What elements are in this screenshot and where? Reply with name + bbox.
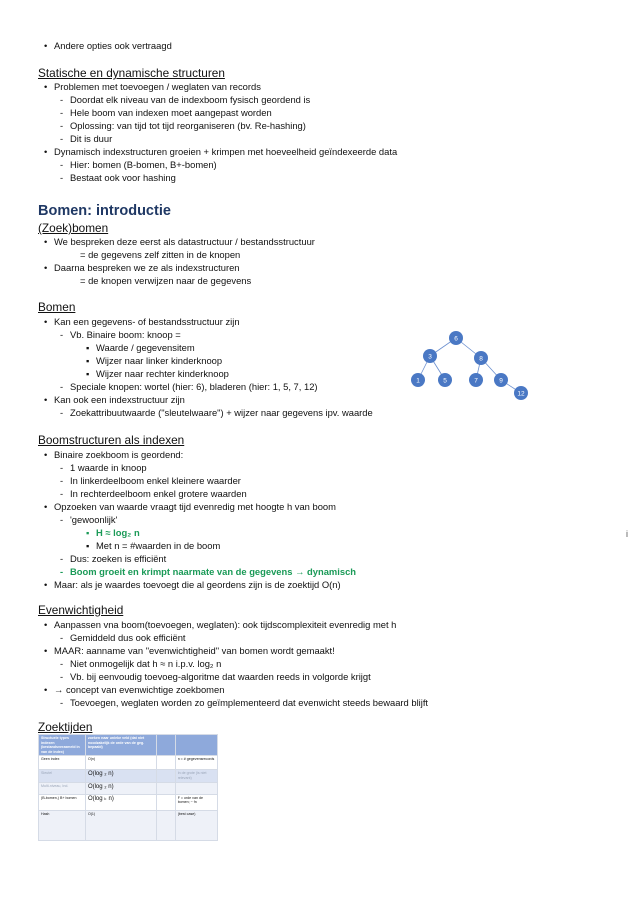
list-item: ▪ Wijzer naar linker kinderknoop [86,355,223,366]
table-header-row [39,735,218,756]
list-item: - Gemiddeld dus ook efficiënt [60,632,186,643]
list-item: • Opzoeken van waarde vraagt tijd evenredig met hoogte h van boom [44,501,336,512]
heading-boomstructuren: Boomstructuren als indexen [38,433,185,447]
heading-zoekbomen: (Zoek)bomen [38,221,109,235]
list-item: ▪ Waarde / gegevensitem [86,342,195,353]
table-cell: n = # gegevensrecords [175,756,217,770]
list-item: - Speciale knopen: wortel (hier: 6), bladeren (hier: 1, 5, 7, 12) [60,381,318,392]
list-item: - 1 waarde in knoop [60,462,147,473]
table-cell [156,782,175,794]
table-cell: (best case) [175,810,217,840]
list-item: • We bespreken deze eerst als datastructuur / bestandsstructuur [44,236,315,247]
list-item: - Hele boom van indexen moet aangepast worden [60,107,272,118]
table-cell: F = orde van de bomen; ~ fn [175,794,217,810]
table-header-cell [156,735,175,756]
table-cell: O(log ₖ n) [85,794,156,810]
tree-node-label: 9 [499,377,503,385]
list-item: • Maar: als je waardes toevoegt die al geordens zijn is de zoektijd O(n) [44,579,341,590]
table-cell [175,782,217,794]
list-item-highlight: ▪ H ≈ log₂ n [86,527,140,538]
margin-mark: i [626,529,628,539]
list-item: - In linkerdeelboom enkel kleinere waarder [60,475,241,486]
table-header-cell: zoeken naar unieke veld (dat niet noodzakelijk de orde van de geg. bepaald) [85,735,156,756]
list-item: ▪ Wijzer naar rechter kinderknoop [86,368,229,379]
table-cell: Sleutel [39,770,86,782]
bullet-andere-opties: • Andere opties ook vertraagd [44,40,172,51]
list-item: - 'gewoonlijk' [60,514,118,525]
list-item: - Oplossing: van tijd tot tijd reorganiseren (bv. Re-hashing) [60,120,306,131]
heading-statische-structuren: Statische en dynamische structuren [38,66,225,80]
table-cell: (B-bomen,) B+ bomen [39,794,86,810]
heading-bomen: Bomen [38,300,76,314]
list-item: - Toevoegen, weglaten worden zo geïmplementeerd dat evenwicht steeds bewaard blijft [60,697,429,708]
list-item: ▪ Met n = #waarden in de boom [86,540,221,551]
table-header-cell [175,735,217,756]
tree-node-label: 7 [474,377,478,385]
heading-zoektijden: Zoektijden [38,720,93,734]
heading-evenwichtigheid: Evenwichtigheid [38,603,124,617]
list-item: • Kan een gegevens- of bestandsstructuur zijn [44,316,240,327]
table-cell [156,770,175,782]
table-cell: O(n) [85,756,156,770]
list-item: - Vb. bij eenvoudig toevoeg-algoritme dat waarden reeds in volgorde krijgt [60,671,371,682]
zoektijden-table [38,734,218,841]
list-item: • Problemen met toevoegen / weglaten van records [44,81,261,92]
tree-node-label: 3 [428,353,432,361]
list-item: • Binaire zoekboom is geordend: [44,449,184,460]
heading-bomen-introductie: Bomen: introductie [38,203,171,219]
table-row [39,782,218,794]
table-cell [156,794,175,810]
binary-tree-diagram [400,326,540,404]
list-item: - Vb. Binaire boom: knoop = [60,329,181,340]
list-item: - Zoekattribuutwaarde ("sleutelwaare") + wijzer naar gegevens ipv. waarde [60,407,373,418]
list-item-continuation: = de gegevens zelf zitten in de knopen [80,249,241,260]
tree-node-label: 1 [416,377,420,385]
table-cell: Geen index [39,756,86,770]
tree-node-label: 12 [517,390,525,398]
table-row [39,756,218,770]
tree-node-label: 6 [454,335,458,343]
list-item: - Niet onmogelijk dat h ≈ n i.p.v. log₂ n [60,658,222,669]
list-item: • Dynamisch indexstructuren groeien + krimpen met hoeveelheid geïndexeerde data [44,146,398,157]
list-item: • MAAR: aanname van "evenwichtigheid" van bomen wordt gemaakt! [44,645,335,656]
table-cell: Hash [39,810,86,840]
table-cell [156,756,175,770]
list-item: • → concept van evenwichtige zoekbomen [44,684,225,695]
list-item-highlight: - Boom groeit en krimpt naarmate van de gegevens → dynamisch [60,566,357,577]
list-item: - Doordat elk niveau van de indexboom fysisch geordend is [60,94,311,105]
list-item: - Dus: zoeken is efficiënt [60,553,167,564]
list-item: - Hier: bomen (B-bomen, B+-bomen) [60,159,217,170]
list-item: • Daarna bespreken we ze als indexstructuren [44,262,240,273]
list-item: - Bestaat ook voor hashing [60,172,176,183]
list-item: • Kan ook een indexstructuur zijn [44,394,185,405]
tree-node-label: 8 [479,355,483,363]
table-cell [156,810,175,840]
table-cell: Multi-niveau, Ind. [39,782,86,794]
table-header-cell: Structuele types indexen (bestandsverzameld in van de index) [39,735,86,756]
list-item: - Dit is duur [60,133,113,144]
list-item-continuation: = de knopen verwijzen naar de gegevens [80,275,252,286]
table-row [39,794,218,810]
table-row [39,770,218,782]
table-cell: O(log ₂ n) [85,782,156,794]
table-cell: In de grote (is niet relevant) [175,770,217,782]
table-cell: O(log ₂ n) [85,770,156,782]
table-cell: O(1) [85,810,156,840]
list-item: - In rechterdeelboom enkel grotere waarden [60,488,247,499]
table-row [39,810,218,840]
list-item: • Aanpassen vna boom(toevoegen, weglaten): ook tijdscomplexiteit evenredig met h [44,619,397,630]
tree-node-label: 5 [443,377,447,385]
